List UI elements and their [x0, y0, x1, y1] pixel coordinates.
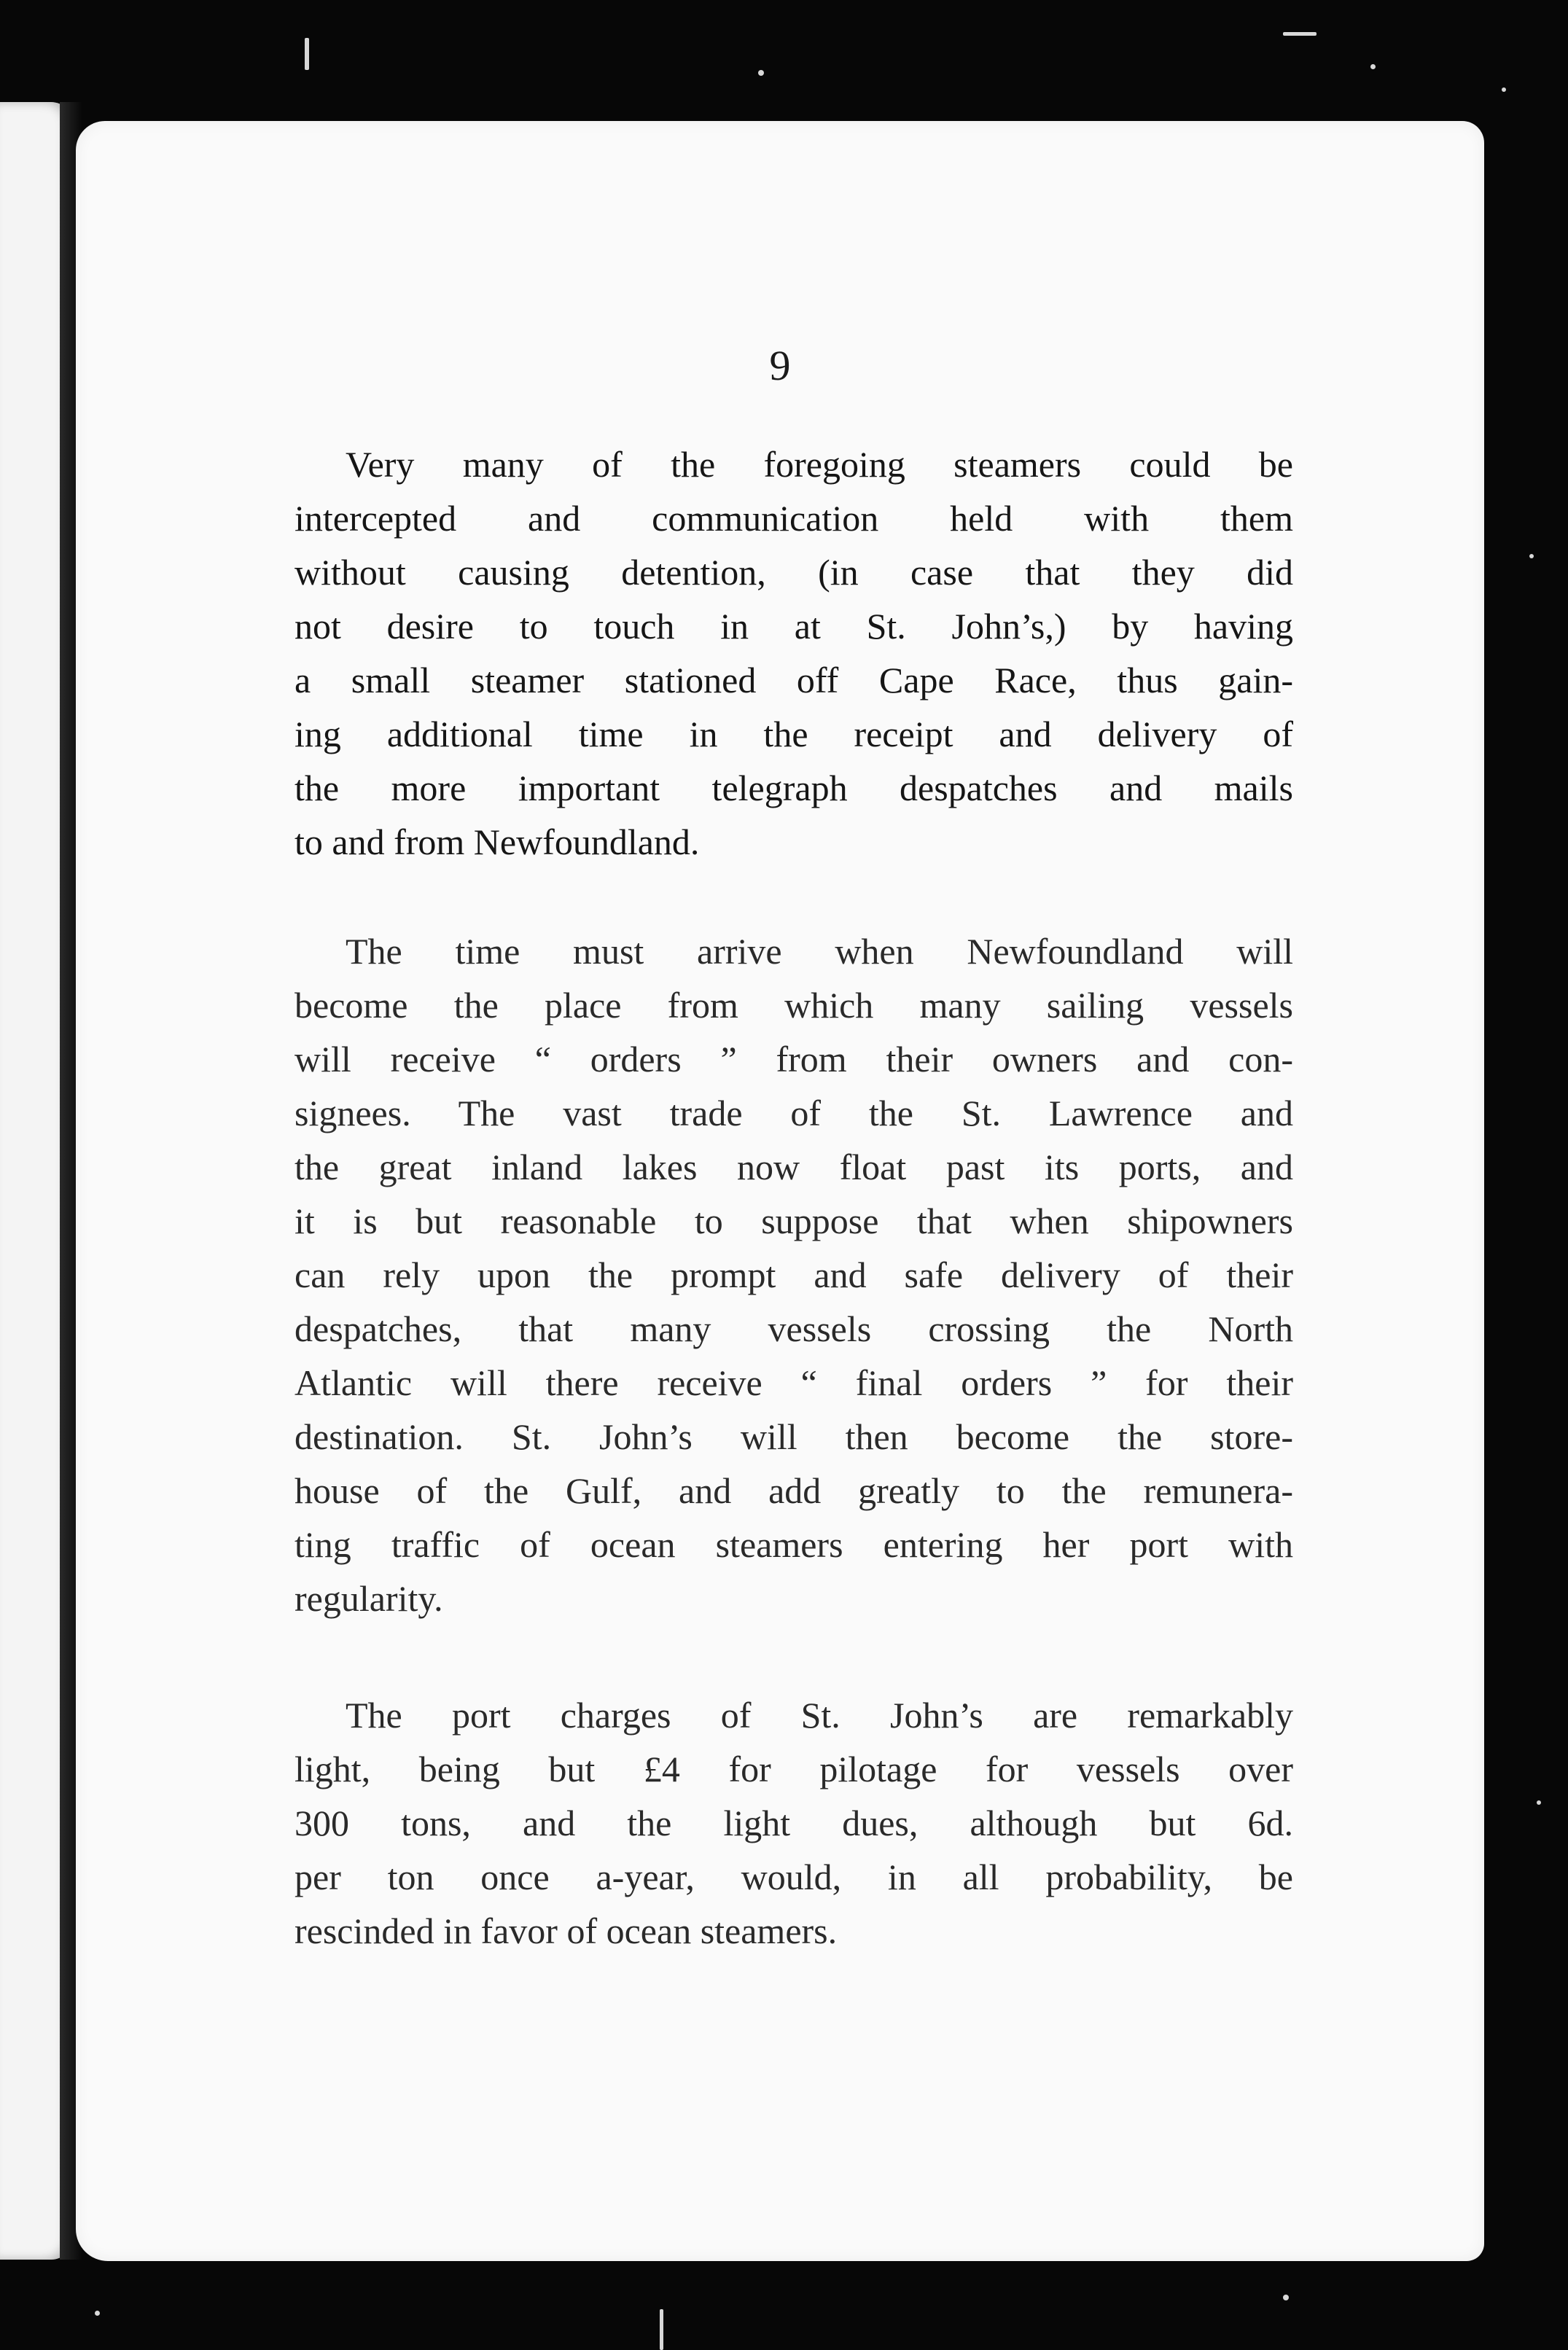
- paragraph-1: [295, 437, 1293, 869]
- text-line: per ton once a-year, would, in all probability, be: [295, 1857, 1293, 1897]
- book-page: [76, 121, 1484, 2261]
- text-line: the more important telegraph despatches and mails: [295, 768, 1293, 808]
- text-line: a small steamer stationed off Cape Race, thus gain-: [295, 660, 1293, 700]
- dust-speck: [758, 70, 764, 76]
- dust-speck: [1283, 2295, 1289, 2300]
- paragraph-spacer: [295, 869, 1293, 924]
- dust-speck: [1529, 554, 1534, 558]
- text-line: The time must arrive when Newfoundland will: [346, 931, 1293, 972]
- text-line: despatches, that many vessels crossing the North: [295, 1308, 1293, 1349]
- text-line: The port charges of St. John’s are remarkably: [346, 1695, 1293, 1736]
- text-line: Atlantic will there receive “ final orders ” for their: [295, 1362, 1293, 1403]
- text-line: without causing detention, (in case that they did: [295, 552, 1293, 593]
- dust-speck: [1370, 64, 1376, 69]
- dust-speck: [305, 38, 309, 70]
- text-line: become the place from which many sailing vessels: [295, 985, 1293, 1026]
- paragraph-3: [295, 1688, 1293, 1958]
- dust-speck: [1502, 87, 1506, 92]
- text-line: destination. St. John’s will then become the store-: [295, 1416, 1293, 1457]
- text-line: rescinded in favor of ocean steamers.: [295, 1910, 838, 1951]
- text-line: 300 tons, and the light dues, although but 6d.: [295, 1803, 1293, 1843]
- dust-speck: [95, 2311, 100, 2316]
- text-line: regularity.: [295, 1578, 443, 1619]
- text-line: ting traffic of ocean steamers entering her port with: [295, 1524, 1293, 1565]
- body-text: [295, 437, 1293, 1958]
- text-line: not desire to touch in at St. John’s,) by having: [295, 606, 1293, 647]
- text-line: intercepted and communication held with them: [295, 498, 1293, 539]
- text-line: the great inland lakes now float past its ports, and: [295, 1147, 1293, 1187]
- paragraph-2: [295, 924, 1293, 1625]
- text-line: will receive “ orders ” from their owners and con-: [295, 1039, 1293, 1080]
- text-line: ing additional time in the receipt and delivery of: [295, 714, 1293, 754]
- text-line: signees. The vast trade of the St. Lawrence and: [295, 1093, 1293, 1133]
- dust-speck: [1537, 1800, 1541, 1805]
- page-number: 9: [769, 342, 791, 389]
- text-line: Very many of the foregoing steamers could be: [346, 444, 1293, 485]
- text-line: light, being but £4 for pilotage for vessels over: [295, 1749, 1293, 1789]
- dust-speck: [660, 2309, 663, 2350]
- paragraph-spacer: [295, 1625, 1293, 1688]
- text-line: it is but reasonable to suppose that when shipowners: [295, 1201, 1293, 1241]
- text-line: house of the Gulf, and add greatly to the remunera-: [295, 1470, 1293, 1511]
- text-line: to and from Newfoundland.: [295, 821, 700, 862]
- text-line: can rely upon the prompt and safe delivery of their: [295, 1254, 1293, 1295]
- dust-speck: [1283, 32, 1317, 36]
